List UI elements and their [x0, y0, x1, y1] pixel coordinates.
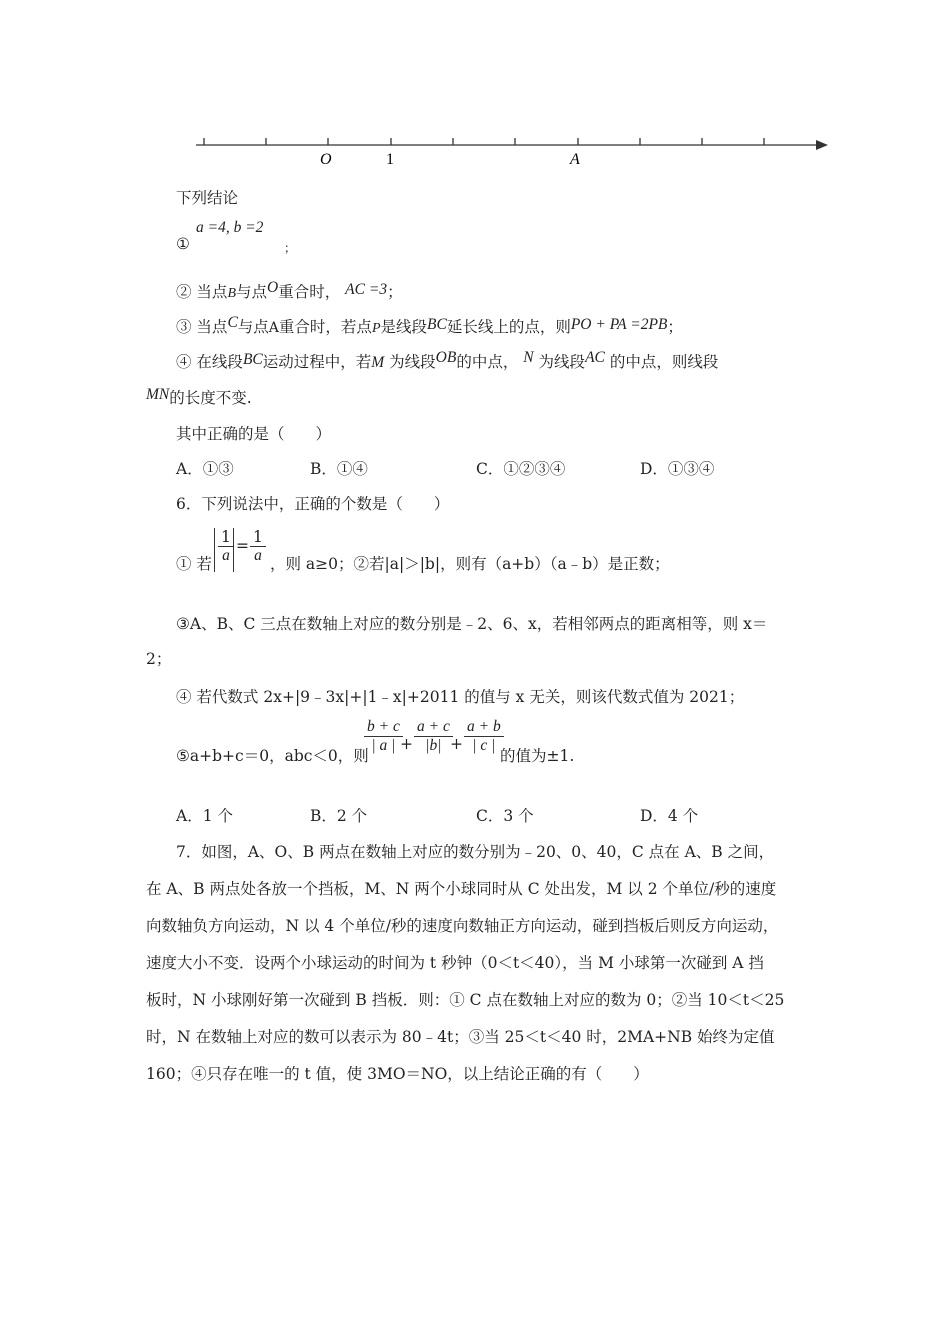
q6-statement-3-cont: 2； — [146, 650, 172, 668]
q6-stem: 6．下列说法中，正确的个数是（ ） — [176, 495, 450, 513]
number-line-label-o: O — [320, 151, 332, 168]
q6-statement-5: ⑤a+b+c＝0，abc＜0，则 $\frac{b + c}{| a |}$ + $\frac{a + c}{|b|}$ + $\frac{a + b}{| c |}$ 的值为±1. — [176, 718, 575, 765]
q5-option-b[interactable]: B．①④ — [310, 460, 368, 478]
q5-option-c[interactable]: C．①②③④ — [476, 460, 566, 478]
number-line-label-a: A — [570, 151, 580, 168]
q7-line-1: 7．如图，A、O、B 两点在数轴上对应的数分别为﹣20、0、40，C 点在 A、B 之间， — [176, 843, 775, 861]
q6-option-a[interactable]: A．1 个 — [176, 807, 233, 825]
number-line-arrow — [816, 140, 828, 150]
q5-conclusion-4: ④ 在线段BC运动过程中，若M 为线段OB的中点， N 为线段AC 的中点，则线段 — [176, 349, 719, 371]
q6-statement-4: ④ 若代数式 2x+|9﹣3x|+|1﹣x|+2011 的值与 x 无关，则该代数式值为 2021； — [176, 688, 745, 706]
q7-line-7: 160；④只存在唯一的 t 值，使 3MO＝NO，以上结论正确的有（ ） — [146, 1065, 649, 1083]
number-line-label-1: 1 — [386, 151, 394, 168]
q7-line-6: 时，N 在数轴上对应的数可以表示为 80﹣4t；③当 25＜t＜40 时，2MA+NB 始终为定值 — [146, 1028, 775, 1046]
q5-conclusion-2: ② 当点B与点O重合时， AC =3； — [176, 279, 403, 301]
q5-option-a[interactable]: A．①③ — [176, 460, 234, 478]
number-line-ticks — [204, 138, 764, 145]
q6-s1-lhs-frac: $\frac{1}{a}$ — [218, 528, 234, 565]
q5-question: 其中正确的是（ ） — [176, 425, 332, 443]
q7-line-4: 速度大小不变．设两个小球运动的时间为 t 秒钟（0＜t＜40），当 M 小球第一次碰到 A 挡 — [146, 954, 764, 972]
q7-line-3: 向数轴负方向运动，N 以 4 个单位/秒的速度向数轴正方向运动，碰到挡板后则反方向运动， — [146, 917, 779, 935]
q6-s5-frac-2: $\frac{a + c}{|b|}$ — [414, 718, 453, 755]
number-line — [0, 0, 950, 180]
q5-conclusion-3: ③ 当点C与点A重合时，若点P是线段BC延长线上的点，则PO + PA =2PB； — [176, 314, 683, 336]
q6-option-c[interactable]: C．3 个 — [476, 807, 534, 825]
q6-s5-frac-1: $\frac{b + c}{| a |}$ — [364, 718, 403, 755]
q6-s5-frac-3: $\frac{a + b}{| c |}$ — [464, 718, 504, 755]
q6-s1-rhs-frac: $\frac{1}{a}$ — [250, 528, 266, 565]
q6-statement-1: ① 若 $\frac{1}{a}$ = $\frac{1}{a}$ ，则 a≥0；②若|a|＞|b|，则有（a+b）（a﹣b）是正数； — [176, 528, 670, 573]
q6-statement-3: ③A、B、C 三点在数轴上对应的数分别是﹣2、6、x，若相邻两点的距离相等，则 x＝ — [176, 615, 768, 633]
q6-option-d[interactable]: D．4 个 — [640, 807, 699, 825]
q7-line-2: 在 A、B 两点处各放一个挡板，M、N 两个小球同时从 C 处出发，M 以 2 个单位/秒的速度 — [146, 880, 777, 898]
q6-option-b[interactable]: B．2 个 — [310, 807, 368, 825]
q5-conclusion-4-cont: MN的长度不变. — [146, 386, 252, 407]
q5-option-d[interactable]: D．①③④ — [640, 460, 715, 478]
q5-intro: 下列结论 — [176, 189, 239, 207]
q7-line-5: 板时，N 小球刚好第一次碰到 B 挡板．则：① C 点在数轴上对应的数为 0；②当 10＜t＜25 — [146, 991, 785, 1009]
